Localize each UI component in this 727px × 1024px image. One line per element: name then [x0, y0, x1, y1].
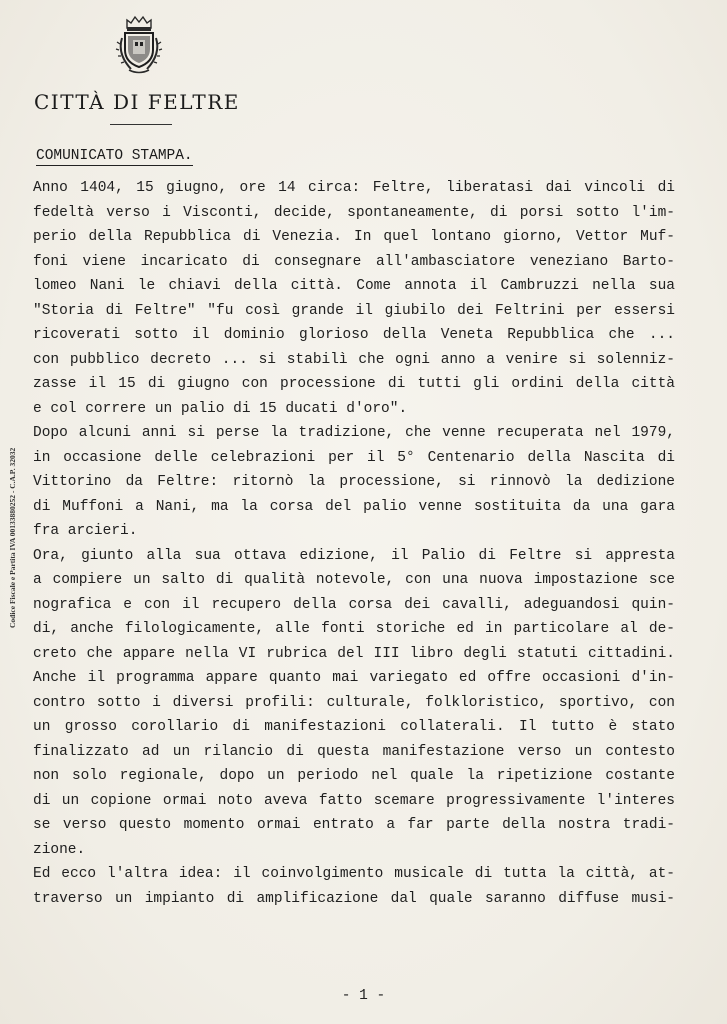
text-line: ricoverati sotto il dominio glorioso della Veneta Repubblica che ...	[33, 327, 675, 343]
text-line: di, anche filologicamente, alle fonti storiche ed in particolare al de-	[33, 621, 675, 637]
page-number: - 1 -	[341, 988, 386, 1004]
text-line: di un copione ormai noto aveva fatto scemare progressivamente l'interes	[33, 792, 675, 809]
text-line: Vittorino da Feltre: ritornò la processione, si rinnovò la dedizione	[33, 474, 675, 490]
text-line: fedeltà verso i Visconti, decide, spontaneamente, di porsi sotto l'im-	[33, 204, 675, 221]
city-title: CITTÀ DI FELTRE	[34, 90, 240, 114]
text-line: Dopo alcuni anni si perse la tradizione, che venne recuperata nel 1979,	[33, 425, 675, 441]
text-line: Anche il programma appare quanto mai variegato ed offre occasioni d'in-	[33, 670, 675, 686]
press-release-label: COMUNICATO STAMPA.	[36, 148, 193, 164]
text-line: finalizzato ad un rilancio di questa manifestazione verso un contesto	[33, 743, 675, 760]
text-line: Ora, giunto alla sua ottava edizione, il Palio di Feltre si appresta	[33, 547, 675, 564]
text-line: e col correre un palio di 15 ducati d'oro".	[33, 400, 408, 417]
text-line: lomeo Nani le chiavi della città. Come annota il Cambruzzi nella sua	[33, 278, 675, 294]
text-line: Anno 1404, 15 giugno, ore 14 circa: Feltre, liberatasi dai vincoli di	[33, 180, 675, 196]
title-divider	[110, 124, 172, 125]
text-line: zasse il 15 di giugno con processione di tutti gli ordini della città	[33, 376, 675, 392]
text-line: non solo regionale, dopo un periodo nel quale la ripetizione costante	[33, 768, 675, 784]
press-release-body	[33, 176, 675, 911]
text-line: creto che appare nella VI rubrica del III libro degli statuti cittadini.	[33, 645, 675, 662]
text-line: a compiere un salto di qualità notevole, con una nuova impostazione sce	[33, 572, 675, 588]
text-line: zione.	[33, 841, 86, 858]
text-line: in occasione delle celebrazioni per il 5° Centenario della Nascita di	[33, 449, 675, 466]
text-line: di Muffoni a Nani, ma la corsa del palio venne sostituita da una gara	[33, 498, 675, 515]
text-line: nografica e con il recupero della corsa dei cavalli, adeguandosi quin-	[33, 596, 675, 613]
text-line: foni viene incaricato di consegnare all'ambasciatore veneziano Barto-	[33, 253, 675, 270]
text-line: traverso un impianto di amplificazione dal quale saranno diffuse musi-	[33, 890, 675, 907]
text-line: se verso questo momento ormai entrato a far parte della nostra tradi-	[33, 817, 675, 833]
text-line: perio della Repubblica di Venezia. In quel lontano giorno, Vettor Muf-	[33, 229, 675, 245]
text-line: un grosso corollario di manifestazioni collaterali. Il tutto è stato	[33, 719, 675, 735]
text-line: contro sotto i diversi profili: culturale, folkloristico, sportivo, con	[33, 694, 675, 711]
text-line: "Storia di Feltre" "fu così grande il giubilo dei Feltrini per essersi	[33, 302, 675, 319]
text-line: Ed ecco l'altra idea: il coinvolgimento musicale di tutta la città, at-	[33, 866, 675, 882]
fiscal-code-side-text: Codice Fiscale e Partita IVA 00133880252 - C.A.P. 32032	[8, 447, 17, 628]
text-line: con pubblico decreto ... si stabilì che ogni anno a venire si solenniz-	[33, 351, 675, 368]
text-line: fra arcieri.	[33, 523, 138, 539]
coat-of-arms-icon	[113, 14, 165, 76]
